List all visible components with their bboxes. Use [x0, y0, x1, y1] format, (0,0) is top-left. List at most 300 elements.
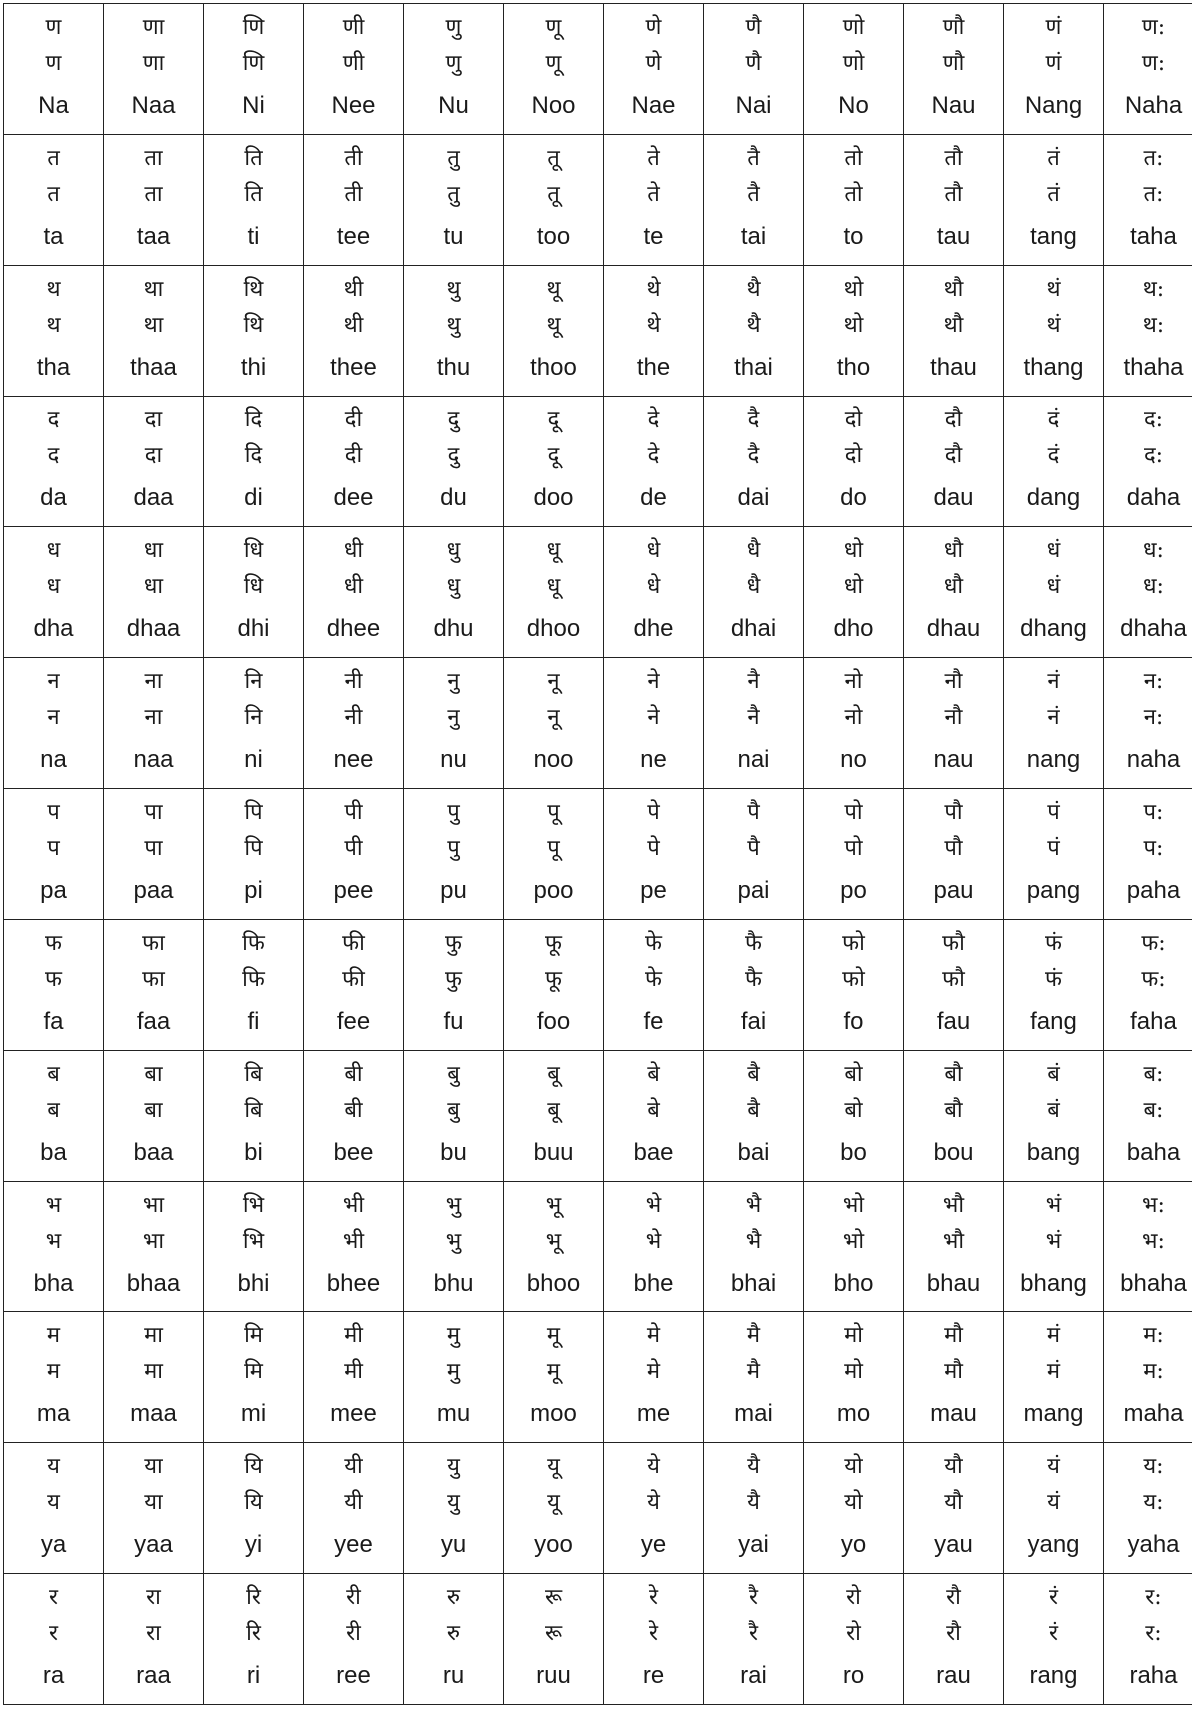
latin-transliteration: baha — [1126, 1138, 1181, 1166]
syllable-cell — [104, 1181, 204, 1312]
devanagari-glyph-repeat: ब — [47, 1097, 60, 1123]
devanagari-glyph: पं — [1047, 799, 1060, 825]
syllable-cell — [304, 1181, 404, 1312]
devanagari-glyph: मि — [244, 1323, 263, 1349]
devanagari-glyph-repeat: रौ — [946, 1621, 961, 1647]
latin-transliteration: yoo — [534, 1531, 573, 1559]
devanagari-glyph-repeat: दं — [1047, 443, 1060, 469]
devanagari-glyph: ध: — [1143, 538, 1164, 564]
syllable-cell — [704, 527, 804, 658]
devanagari-glyph-repeat: यो — [844, 1490, 863, 1516]
devanagari-glyph-repeat: ति — [244, 181, 263, 207]
table-row — [4, 1574, 1192, 1705]
syllable-cell — [804, 658, 904, 789]
devanagari-glyph-repeat: फि — [242, 966, 265, 992]
devanagari-glyph: रं — [1049, 1585, 1058, 1611]
syllable-cell — [504, 265, 604, 396]
devanagari-glyph: भे — [645, 1192, 662, 1218]
latin-transliteration: daa — [133, 484, 174, 512]
devanagari-glyph-repeat: भे — [645, 1228, 662, 1254]
syllable-cell — [104, 1443, 204, 1574]
syllable-cell — [104, 658, 204, 789]
devanagari-glyph-repeat: यै — [747, 1490, 760, 1516]
latin-transliteration: dang — [1026, 484, 1081, 512]
devanagari-glyph: यू — [547, 1454, 560, 1480]
latin-transliteration: paha — [1126, 876, 1181, 904]
devanagari-glyph: धं — [1046, 538, 1061, 564]
devanagari-glyph: भं — [1045, 1192, 1062, 1218]
syllable-cell — [304, 658, 404, 789]
latin-transliteration: ye — [640, 1531, 667, 1559]
devanagari-glyph: नो — [844, 669, 863, 695]
devanagari-glyph: ब: — [1143, 1061, 1164, 1087]
devanagari-glyph-repeat: थि — [243, 312, 264, 338]
syllable-cell — [1004, 527, 1104, 658]
devanagari-glyph: द — [47, 407, 60, 433]
devanagari-glyph-repeat: धे — [646, 574, 661, 600]
devanagari-glyph: फै — [745, 930, 762, 956]
latin-transliteration: dhaha — [1120, 615, 1187, 643]
latin-transliteration: bhoo — [526, 1269, 581, 1297]
devanagari-glyph-repeat: ता — [144, 181, 163, 207]
syllable-cell — [504, 919, 604, 1050]
latin-transliteration: yang — [1027, 1531, 1080, 1559]
devanagari-glyph-repeat: बि — [244, 1097, 263, 1123]
syllable-cell — [1104, 527, 1192, 658]
devanagari-glyph: या — [144, 1454, 163, 1480]
devanagari-glyph-repeat: यू — [547, 1490, 560, 1516]
syllable-cell — [4, 1443, 104, 1574]
devanagari-glyph-repeat: त: — [1143, 181, 1164, 207]
syllable-cell — [704, 658, 804, 789]
syllable-cell — [704, 134, 804, 265]
devanagari-glyph-repeat: ध — [46, 574, 61, 600]
latin-transliteration: thaha — [1123, 353, 1184, 381]
latin-transliteration: ti — [247, 222, 260, 250]
devanagari-glyph: थि — [243, 276, 264, 302]
devanagari-glyph: मी — [344, 1323, 363, 1349]
devanagari-glyph: यु — [447, 1454, 460, 1480]
devanagari-glyph-repeat: णु — [445, 50, 462, 76]
devanagari-glyph: नि — [244, 669, 263, 695]
devanagari-glyph-repeat: दो — [844, 443, 863, 469]
devanagari-glyph-repeat: णं — [1045, 50, 1062, 76]
devanagari-glyph: ये — [647, 1454, 660, 1480]
latin-transliteration: ta — [43, 222, 64, 250]
syllable-cell — [804, 1443, 904, 1574]
devanagari-glyph-repeat: पी — [344, 835, 363, 861]
devanagari-glyph: णो — [842, 14, 865, 40]
devanagari-glyph-repeat: धै — [746, 574, 761, 600]
latin-transliteration: foo — [536, 1007, 571, 1035]
devanagari-glyph: बा — [144, 1061, 163, 1087]
devanagari-glyph-repeat: र — [49, 1621, 58, 1647]
syllable-cell — [904, 396, 1004, 527]
latin-transliteration: pu — [440, 876, 467, 904]
devanagari-glyph: ब — [47, 1061, 60, 1087]
latin-transliteration: pee — [333, 876, 374, 904]
devanagari-glyph-repeat: थु — [446, 312, 461, 338]
syllable-cell — [504, 1181, 604, 1312]
latin-transliteration: yi — [244, 1531, 263, 1559]
syllable-cell — [904, 1181, 1004, 1312]
syllable-cell — [104, 4, 204, 135]
syllable-cell — [704, 919, 804, 1050]
syllable-cell — [1004, 1443, 1104, 1574]
devanagari-glyph: था — [143, 276, 164, 302]
devanagari-glyph-repeat: मौ — [944, 1359, 963, 1385]
devanagari-glyph: नै — [747, 669, 760, 695]
syllable-cell — [504, 1312, 604, 1443]
syllable-cell — [1004, 396, 1104, 527]
devanagari-glyph-repeat: म: — [1143, 1359, 1164, 1385]
latin-transliteration: the — [636, 353, 671, 381]
devanagari-glyph-repeat: नो — [844, 705, 863, 731]
devanagari-glyph-repeat: धू — [546, 574, 561, 600]
devanagari-glyph-repeat: भू — [545, 1228, 562, 1254]
devanagari-glyph: रै — [749, 1585, 758, 1611]
latin-transliteration: mau — [930, 1400, 977, 1428]
latin-transliteration: buu — [533, 1138, 574, 1166]
latin-transliteration: bu — [440, 1138, 467, 1166]
devanagari-glyph: णु — [445, 14, 462, 40]
latin-transliteration: re — [642, 1662, 665, 1690]
devanagari-glyph-repeat: रो — [846, 1621, 861, 1647]
latin-transliteration: ro — [842, 1662, 865, 1690]
devanagari-glyph: पै — [747, 799, 760, 825]
devanagari-glyph-repeat: पि — [244, 835, 263, 861]
devanagari-glyph: तै — [747, 145, 760, 171]
syllable-cell — [104, 396, 204, 527]
syllable-cell — [1104, 396, 1192, 527]
latin-transliteration: po — [840, 876, 867, 904]
devanagari-glyph-repeat: बू — [547, 1097, 560, 1123]
latin-transliteration: da — [40, 484, 67, 512]
devanagari-glyph: मौ — [944, 1323, 963, 1349]
devanagari-glyph: यी — [344, 1454, 363, 1480]
syllable-cell — [904, 1050, 1004, 1181]
latin-transliteration: pa — [40, 876, 67, 904]
devanagari-glyph-repeat: तो — [844, 181, 863, 207]
devanagari-glyph-repeat: थौ — [943, 312, 964, 338]
devanagari-glyph: म: — [1143, 1323, 1164, 1349]
devanagari-glyph-repeat: नु — [447, 705, 460, 731]
latin-transliteration: Na — [38, 91, 69, 119]
latin-transliteration: yu — [440, 1531, 467, 1559]
devanagari-glyph-repeat: भ — [45, 1228, 62, 1254]
syllable-cell — [1104, 919, 1192, 1050]
latin-transliteration: rau — [936, 1662, 971, 1690]
devanagari-glyph-repeat: ये — [647, 1490, 660, 1516]
devanagari-glyph-repeat: थै — [746, 312, 761, 338]
syllable-cell — [504, 1574, 604, 1705]
syllable-cell — [804, 1181, 904, 1312]
latin-transliteration: noo — [533, 746, 574, 774]
syllable-cell — [904, 658, 1004, 789]
latin-transliteration: Noo — [531, 91, 576, 119]
syllable-cell — [104, 527, 204, 658]
devanagari-glyph-repeat: तू — [547, 181, 560, 207]
devanagari-glyph-repeat: थं — [1046, 312, 1061, 338]
devanagari-glyph-repeat: थ — [46, 312, 61, 338]
devanagari-glyph: द: — [1143, 407, 1164, 433]
devanagari-glyph: रो — [846, 1585, 861, 1611]
latin-transliteration: dhi — [237, 615, 270, 643]
latin-transliteration: nau — [933, 746, 974, 774]
latin-transliteration: tang — [1030, 222, 1077, 250]
syllable-cell — [604, 789, 704, 920]
devanagari-glyph: धु — [446, 538, 461, 564]
devanagari-glyph: यै — [747, 1454, 760, 1480]
devanagari-glyph: थू — [546, 276, 561, 302]
latin-transliteration: yee — [334, 1531, 373, 1559]
devanagari-glyph-repeat: पौ — [944, 835, 963, 861]
syllable-cell — [1104, 4, 1192, 135]
devanagari-glyph: फि — [242, 930, 265, 956]
devanagari-glyph: बै — [747, 1061, 760, 1087]
syllable-cell — [4, 789, 104, 920]
devanagari-glyph: त — [47, 145, 60, 171]
devanagari-glyph-repeat: णू — [545, 50, 562, 76]
syllable-cell — [804, 919, 904, 1050]
latin-transliteration: bhai — [730, 1269, 777, 1297]
syllable-cell — [604, 1181, 704, 1312]
devanagari-glyph: दि — [244, 407, 263, 433]
devanagari-glyph: मै — [746, 1323, 761, 1349]
latin-transliteration: me — [636, 1400, 671, 1428]
devanagari-glyph-repeat: मी — [344, 1359, 363, 1385]
latin-transliteration: ruu — [536, 1662, 571, 1690]
syllable-cell — [304, 919, 404, 1050]
syllable-cell — [704, 396, 804, 527]
latin-transliteration: Nu — [438, 91, 469, 119]
devanagari-glyph-repeat: दा — [144, 443, 163, 469]
latin-transliteration: thai — [734, 353, 773, 381]
syllable-cell — [504, 527, 604, 658]
devanagari-glyph: मे — [646, 1323, 661, 1349]
latin-transliteration: ma — [36, 1400, 71, 1428]
devanagari-glyph: न: — [1143, 669, 1164, 695]
devanagari-glyph-repeat: तु — [447, 181, 460, 207]
devanagari-glyph: नौ — [944, 669, 963, 695]
devanagari-glyph-repeat: रे — [649, 1621, 658, 1647]
devanagari-glyph: पा — [144, 799, 163, 825]
syllable-cell — [4, 527, 104, 658]
syllable-cell — [404, 789, 504, 920]
devanagari-glyph-repeat: था — [143, 312, 164, 338]
syllable-cell — [904, 1574, 1004, 1705]
devanagari-glyph: णे — [645, 14, 662, 40]
syllable-cell — [204, 789, 304, 920]
devanagari-glyph: बि — [244, 1061, 263, 1087]
devanagari-glyph: फु — [445, 930, 462, 956]
syllable-cell — [504, 4, 604, 135]
syllable-cell — [404, 396, 504, 527]
syllable-cell — [1004, 1312, 1104, 1443]
devanagari-glyph-repeat: णी — [342, 50, 365, 76]
devanagari-glyph: नी — [344, 669, 363, 695]
latin-transliteration: fau — [936, 1007, 971, 1035]
syllable-cell — [1104, 789, 1192, 920]
syllable-cell — [204, 396, 304, 527]
devanagari-glyph: फी — [342, 930, 365, 956]
table-row — [4, 134, 1192, 265]
devanagari-glyph-repeat: मै — [746, 1359, 761, 1385]
latin-transliteration: ni — [244, 746, 263, 774]
latin-transliteration: bhaha — [1120, 1269, 1187, 1297]
latin-transliteration: do — [840, 484, 867, 512]
syllable-cell — [1104, 1312, 1192, 1443]
devanagari-glyph-repeat: न: — [1143, 705, 1164, 731]
latin-transliteration: Naha — [1124, 91, 1183, 119]
latin-transliteration: pai — [737, 876, 770, 904]
devanagari-glyph: धो — [843, 538, 864, 564]
devanagari-glyph-repeat: द — [47, 443, 60, 469]
devanagari-glyph-repeat: णि — [242, 50, 265, 76]
devanagari-glyph-repeat: बो — [844, 1097, 863, 1123]
devanagari-glyph-repeat: दी — [344, 443, 363, 469]
latin-transliteration: thang — [1023, 353, 1084, 381]
devanagari-glyph-repeat: त — [47, 181, 60, 207]
syllable-cell — [204, 1312, 304, 1443]
devanagari-glyph-repeat: पे — [647, 835, 660, 861]
devanagari-glyph: ने — [647, 669, 660, 695]
devanagari-glyph-repeat: नू — [547, 705, 560, 731]
syllable-cell — [204, 1181, 304, 1312]
devanagari-glyph: य — [47, 1454, 60, 1480]
syllable-cell — [604, 658, 704, 789]
devanagari-glyph: पे — [647, 799, 660, 825]
devanagari-glyph-repeat: मं — [1046, 1359, 1061, 1385]
devanagari-glyph: णौ — [942, 14, 965, 40]
syllable-cell — [904, 1312, 1004, 1443]
latin-transliteration: bhee — [326, 1269, 381, 1297]
latin-transliteration: fee — [336, 1007, 371, 1035]
devanagari-glyph: पू — [547, 799, 560, 825]
syllable-cell — [704, 1574, 804, 1705]
table-row — [4, 919, 1192, 1050]
devanagari-glyph: भी — [342, 1192, 365, 1218]
devanagari-glyph: धा — [143, 538, 164, 564]
devanagari-glyph: तु — [447, 145, 460, 171]
syllable-cell — [604, 1312, 704, 1443]
latin-transliteration: mee — [330, 1400, 377, 1428]
devanagari-glyph-repeat: यु — [447, 1490, 460, 1516]
syllable-cell — [504, 658, 604, 789]
devanagari-glyph: मा — [144, 1323, 163, 1349]
syllable-cell — [304, 134, 404, 265]
devanagari-glyph: ण — [45, 14, 62, 40]
devanagari-glyph: थं — [1046, 276, 1061, 302]
latin-transliteration: nu — [440, 746, 467, 774]
devanagari-glyph: बी — [344, 1061, 363, 1087]
devanagari-glyph-repeat: बा — [144, 1097, 163, 1123]
devanagari-glyph-repeat: रू — [544, 1621, 563, 1647]
devanagari-glyph-repeat: री — [346, 1621, 361, 1647]
devanagari-glyph: थु — [446, 276, 461, 302]
devanagari-glyph: तो — [844, 145, 863, 171]
latin-transliteration: thee — [330, 353, 377, 381]
devanagari-glyph: णी — [342, 14, 365, 40]
latin-transliteration: bou — [933, 1138, 974, 1166]
devanagari-glyph: मो — [844, 1323, 863, 1349]
devanagari-glyph: भो — [842, 1192, 865, 1218]
syllable-cell — [4, 919, 104, 1050]
devanagari-glyph: ते — [647, 145, 660, 171]
devanagari-glyph-repeat: बं — [1047, 1097, 1060, 1123]
syllable-cell — [904, 789, 1004, 920]
devanagari-glyph-repeat: ध: — [1143, 574, 1164, 600]
syllable-cell — [804, 4, 904, 135]
devanagari-glyph: दे — [647, 407, 660, 433]
devanagari-glyph: ता — [144, 145, 163, 171]
latin-transliteration: bhang — [1020, 1269, 1087, 1297]
syllable-cell — [804, 1312, 904, 1443]
latin-transliteration: thaa — [130, 353, 177, 381]
latin-transliteration: Nai — [735, 91, 772, 119]
devanagari-glyph: धौ — [943, 538, 964, 564]
devanagari-glyph-repeat: मि — [244, 1359, 263, 1385]
syllable-cell — [504, 1443, 604, 1574]
latin-transliteration: maha — [1123, 1400, 1184, 1428]
devanagari-glyph-repeat: थ: — [1142, 312, 1165, 338]
latin-transliteration: fai — [740, 1007, 767, 1035]
syllable-cell — [704, 1050, 804, 1181]
syllable-cell — [804, 134, 904, 265]
latin-transliteration: naa — [133, 746, 174, 774]
devanagari-glyph-repeat: फा — [142, 966, 165, 992]
syllable-cell — [104, 134, 204, 265]
devanagari-glyph: दु — [447, 407, 460, 433]
devanagari-glyph-repeat: दु — [447, 443, 460, 469]
devanagari-glyph-repeat: धु — [446, 574, 461, 600]
latin-transliteration: dau — [933, 484, 974, 512]
devanagari-glyph-repeat: द: — [1143, 443, 1164, 469]
devanagari-glyph-repeat: धौ — [943, 574, 964, 600]
devanagari-glyph-repeat: ना — [144, 705, 163, 731]
devanagari-glyph: पु — [447, 799, 460, 825]
syllable-cell — [4, 396, 104, 527]
devanagari-glyph: म — [46, 1323, 61, 1349]
syllable-cell — [204, 919, 304, 1050]
syllable-cell — [304, 1050, 404, 1181]
latin-transliteration: bang — [1026, 1138, 1081, 1166]
syllable-cell — [104, 789, 204, 920]
devanagari-glyph-repeat: भो — [842, 1228, 865, 1254]
latin-transliteration: dee — [333, 484, 374, 512]
syllable-cell — [1004, 1050, 1104, 1181]
syllable-cell — [704, 1312, 804, 1443]
syllable-cell — [804, 1050, 904, 1181]
devanagari-glyph: थै — [746, 276, 761, 302]
latin-transliteration: paa — [133, 876, 174, 904]
latin-transliteration: du — [440, 484, 467, 512]
latin-transliteration: no — [840, 746, 867, 774]
syllable-table-body — [4, 4, 1192, 1705]
latin-transliteration: pe — [640, 876, 667, 904]
latin-transliteration: dho — [833, 615, 874, 643]
syllable-cell — [604, 396, 704, 527]
devanagari-glyph: ध — [46, 538, 61, 564]
syllable-cell — [304, 1312, 404, 1443]
syllable-cell — [404, 134, 504, 265]
devanagari-glyph-repeat: फी — [342, 966, 365, 992]
devanagari-glyph-repeat: ब: — [1143, 1097, 1164, 1123]
devanagari-glyph-repeat: णो — [842, 50, 865, 76]
syllable-cell — [604, 265, 704, 396]
latin-transliteration: ri — [246, 1662, 261, 1690]
latin-transliteration: bho — [833, 1269, 874, 1297]
